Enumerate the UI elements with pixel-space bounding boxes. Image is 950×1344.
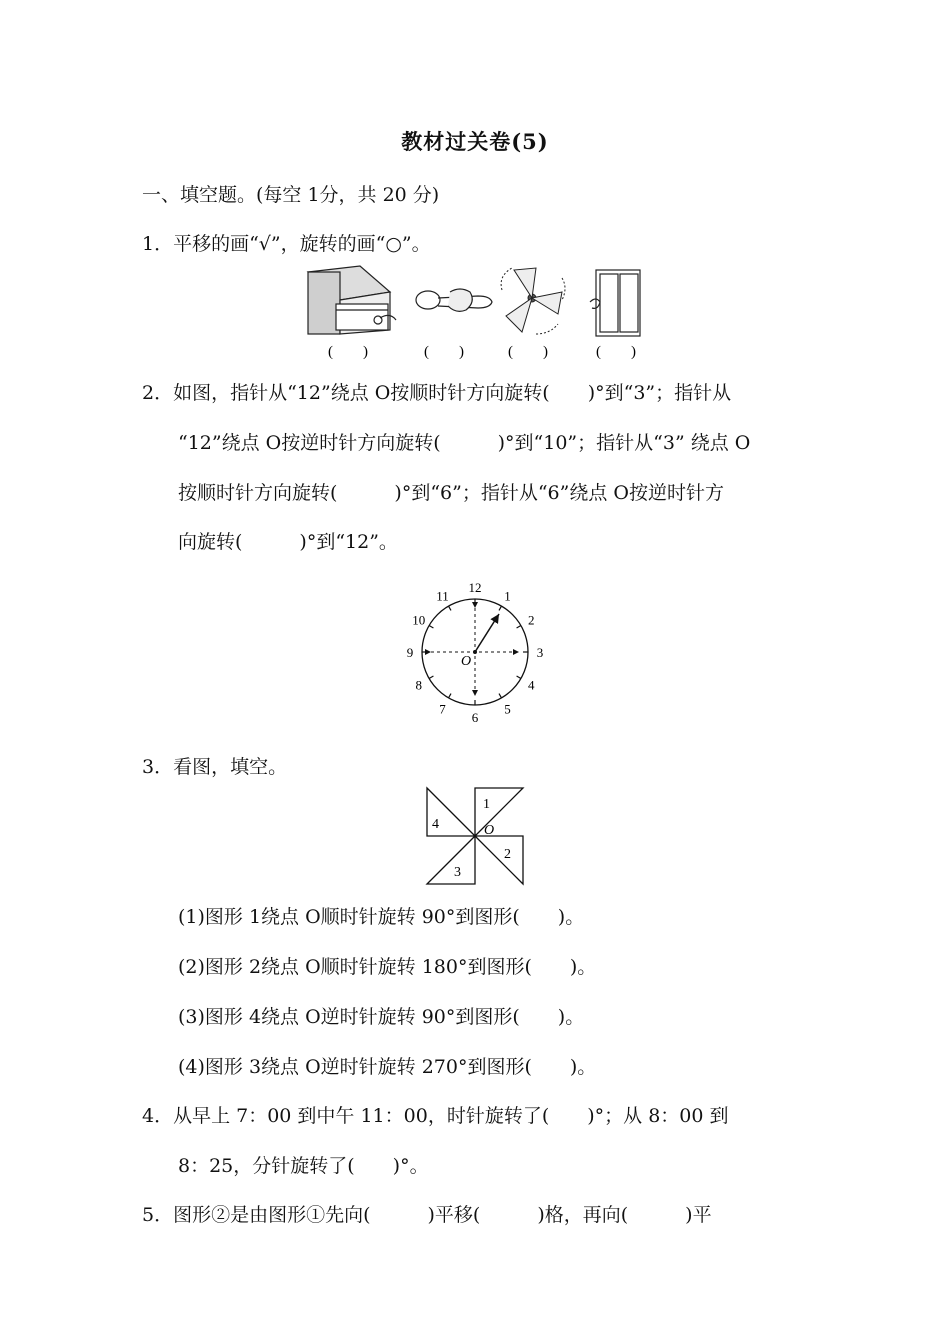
q2-line-3: 按顺时针方向旋转( )°到“6”；指针从“6”绕点 O按逆时针方 [178,482,724,504]
q1-blank-4[interactable]: ( ) [596,344,636,360]
clock-tick [429,676,433,679]
pinwheel-center-o: O [484,823,495,838]
clock-hand [475,614,499,652]
q1-text: 1．平移的画“√”，旋转的画“○”。 [142,233,431,255]
q1-blank-2[interactable]: ( ) [424,344,464,360]
fan-illustration [501,268,565,334]
clock-number: 2 [528,612,535,628]
q4-line-2: 8：25，分针旋转了( )°。 [178,1155,429,1177]
q2-line-1: 2．如图，指针从“12”绕点 O按顺时针方向旋转( )°到“3”；指针从 [142,382,732,404]
center-label-o: O [461,654,472,669]
q3-text: 3．看图，填空。 [142,756,288,778]
q2-line-2: “12”绕点 O按逆时针方向旋转( )°到“10”；指针从“3” 绕点 O [178,432,751,454]
clock-number: 11 [436,588,449,604]
q1-blank-1[interactable]: ( ) [328,344,368,360]
page-title: 教材过关卷(5) [401,129,549,154]
clock-number: 10 [412,612,426,628]
clock-number: 8 [415,677,422,693]
q3-item-1: (1)图形 1绕点 O顺时针旋转 90°到图形( )。 [178,906,585,928]
shape-label-1: 1 [483,797,490,812]
clock-tick [517,626,521,629]
shape-3 [427,836,475,884]
q2-line-4: 向旋转( )°到“12”。 [178,531,398,553]
shape-2 [475,836,523,884]
q1-pictures [300,262,660,364]
pinwheel-diagram [420,784,530,888]
q3-item-3: (3)图形 4绕点 O逆时针旋转 90°到图形( )。 [178,1006,585,1028]
shape-label-4: 4 [432,817,439,832]
clock-tick [499,694,502,698]
clock-tick [429,626,433,629]
clock-number: 7 [439,701,446,717]
shape-label-2: 2 [504,847,511,862]
clock-number: 9 [406,645,414,660]
q3-item-4: (4)图形 3绕点 O逆时针旋转 270°到图形( )。 [178,1056,597,1078]
shape-label-3: 3 [454,865,461,880]
clock-tick [499,606,502,610]
center-point [473,650,477,654]
clock-number: 5 [504,701,511,717]
clock-number: 12 [468,580,482,595]
drawer-illustration [308,266,396,334]
clock-tick [449,694,452,698]
q3-item-2: (2)图形 2绕点 O顺时针旋转 180°到图形( )。 [178,956,597,978]
clock-number: 1 [504,588,511,604]
clock-number: 4 [528,677,535,693]
clock-tick [517,676,521,679]
clock-number: 6 [471,710,479,725]
window-illustration [590,270,640,336]
section-heading: 一、填空题。(每空 1分，共 20 分) [142,184,440,206]
clock-tick [449,606,452,610]
wrench-illustration [416,289,492,311]
clock-number: 3 [536,645,544,660]
clock-diagram [395,568,555,732]
q4-line-1: 4．从早上 7：00 到中午 11：00，时针旋转了( )°；从 8：00 到 [142,1105,729,1127]
q1-blank-3[interactable]: ( ) [508,344,548,360]
q5-line-1: 5．图形②是由图形①先向( )平移( )格，再向( )平 [142,1204,712,1226]
shape-1 [475,788,523,836]
